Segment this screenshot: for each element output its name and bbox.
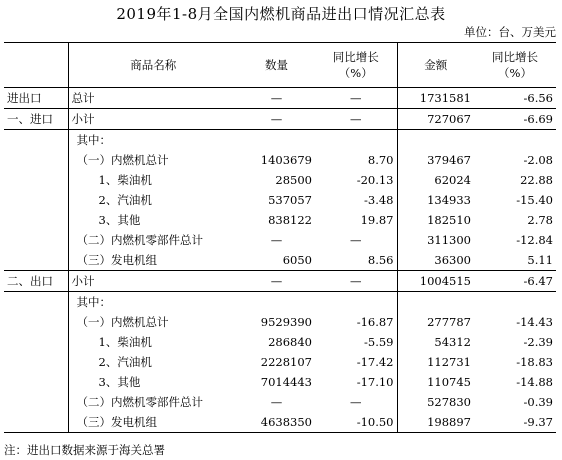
row-name: 小计 xyxy=(68,109,238,130)
row-group: 一、进口 xyxy=(4,109,68,130)
row-amount: 379467 xyxy=(427,153,471,167)
row-amount: 134933 xyxy=(427,193,471,207)
row-name: 其中： xyxy=(76,295,111,309)
page-title: 2019年1-8月全国内燃机商品进出口情况汇总表 xyxy=(116,5,446,23)
row-group xyxy=(4,412,68,433)
header-yoy-qty-label: 同比增长 xyxy=(332,50,379,64)
row-yoy-qty: — xyxy=(315,109,397,130)
row-qty xyxy=(238,130,315,151)
row-qty: 9529390 xyxy=(260,315,312,329)
row-qty: — xyxy=(238,271,315,292)
row-group: 二、出口 xyxy=(4,271,68,292)
row-yoy-amount: -15.40 xyxy=(516,193,553,207)
row-group xyxy=(4,312,68,332)
header-yoy-amount-unit: （%） xyxy=(498,66,532,80)
row-yoy-amount: -6.47 xyxy=(474,271,556,292)
unit-label: 单位：台、万美元 xyxy=(464,25,556,39)
row-amount: 62024 xyxy=(434,173,471,187)
header-yoy-amount xyxy=(474,43,556,88)
table-row xyxy=(4,332,556,352)
row-name: （三）发电机组 xyxy=(68,412,238,433)
row-name: 小计 xyxy=(68,271,238,292)
row-yoy-qty: 8.70 xyxy=(315,150,397,170)
row-yoy-qty: — xyxy=(315,392,397,412)
trade-summary-table xyxy=(4,42,556,433)
row-group xyxy=(4,210,68,230)
table-row xyxy=(4,412,556,433)
row-name: 1、柴油机 xyxy=(98,335,152,349)
row-name: 总计 xyxy=(68,88,238,109)
row-yoy-amount xyxy=(474,292,556,313)
row-name: （一）内燃机总计 xyxy=(76,153,169,167)
row-yoy-amount: 2.78 xyxy=(527,213,553,227)
row-amount: 36300 xyxy=(434,253,471,267)
row-qty: 28500 xyxy=(275,173,312,187)
row-yoy-qty: -10.50 xyxy=(315,412,397,433)
row-qty: 4638350 xyxy=(238,412,315,433)
row-group xyxy=(4,190,68,210)
row-yoy-qty: -16.87 xyxy=(315,312,397,332)
row-yoy-amount: -6.69 xyxy=(474,109,556,130)
row-name: （一）内燃机总计 xyxy=(76,315,169,329)
row-yoy-amount: -12.84 xyxy=(516,233,553,247)
header-yoy-qty-unit: （%） xyxy=(338,66,373,80)
row-yoy-amount: -0.39 xyxy=(523,395,553,409)
row-yoy-qty: -17.42 xyxy=(315,352,397,372)
row-amount: 727067 xyxy=(397,109,474,130)
row-amount: 1731581 xyxy=(397,88,474,109)
row-qty: 286840 xyxy=(268,335,312,349)
row-group xyxy=(4,230,68,250)
row-yoy-qty: 19.87 xyxy=(315,210,397,230)
row-yoy-qty: — xyxy=(315,230,397,250)
row-yoy-amount: -14.88 xyxy=(516,375,553,389)
row-name: 其中： xyxy=(76,133,111,147)
row-amount: 311300 xyxy=(427,233,471,247)
row-yoy-qty xyxy=(315,130,397,151)
table-row xyxy=(4,312,556,332)
row-yoy-qty xyxy=(315,292,397,313)
row-yoy-qty: -5.59 xyxy=(315,332,397,352)
table-row xyxy=(4,271,556,292)
row-qty: — xyxy=(270,233,283,247)
table-row xyxy=(4,130,556,151)
row-qty: 6050 xyxy=(282,253,312,267)
table-row xyxy=(4,372,556,392)
table-row xyxy=(4,230,556,250)
row-group xyxy=(4,392,68,412)
table-header-row xyxy=(4,43,556,88)
row-amount: 277787 xyxy=(427,315,471,329)
row-group xyxy=(4,332,68,352)
row-qty: 2228107 xyxy=(260,355,312,369)
row-name: 2、汽油机 xyxy=(98,355,152,369)
row-qty: 1403679 xyxy=(260,153,312,167)
header-name: 商品名称 xyxy=(68,43,238,88)
header-yoy-amount-label: 同比增长 xyxy=(492,50,538,64)
table-row xyxy=(4,150,556,170)
header-amount: 金额 xyxy=(397,43,474,88)
row-amount: 182510 xyxy=(427,213,471,227)
row-yoy-amount: -18.83 xyxy=(516,355,553,369)
row-group xyxy=(4,352,68,372)
table-row xyxy=(4,392,556,412)
source-note: 注：进出口数据来源于海关总署 xyxy=(4,443,165,457)
row-yoy-qty: — xyxy=(315,88,397,109)
row-amount: 527830 xyxy=(427,395,471,409)
row-amount: 54312 xyxy=(434,335,471,349)
row-group xyxy=(4,292,68,313)
row-yoy-amount: -6.56 xyxy=(474,88,556,109)
row-amount xyxy=(397,292,474,313)
row-qty: — xyxy=(270,395,283,409)
row-name: （二）内燃机零部件总计 xyxy=(76,395,203,409)
table-row xyxy=(4,109,556,130)
row-yoy-amount: -2.08 xyxy=(523,153,553,167)
row-yoy-amount: -2.39 xyxy=(523,335,553,349)
row-amount: 198897 xyxy=(397,412,474,433)
row-group xyxy=(4,250,68,271)
row-name: 2、汽油机 xyxy=(98,193,152,207)
row-name: 3、其他 xyxy=(98,213,141,227)
header-qty: 数量 xyxy=(238,43,315,88)
row-name: （三）发电机组 xyxy=(76,253,157,267)
table-row xyxy=(4,190,556,210)
table-row xyxy=(4,170,556,190)
row-yoy-qty: 8.56 xyxy=(315,250,397,271)
row-yoy-qty: -3.48 xyxy=(315,190,397,210)
row-qty: 838122 xyxy=(268,213,312,227)
header-yoy-qty xyxy=(315,43,397,88)
row-yoy-amount: -9.37 xyxy=(474,412,556,433)
row-group xyxy=(4,150,68,170)
table-row xyxy=(4,292,556,313)
row-amount: 110745 xyxy=(427,375,471,389)
row-yoy-amount: -14.43 xyxy=(516,315,553,329)
row-group xyxy=(4,170,68,190)
row-qty: 7014443 xyxy=(260,375,312,389)
table-row xyxy=(4,210,556,230)
row-name: （二）内燃机零部件总计 xyxy=(76,233,203,247)
row-group xyxy=(4,372,68,392)
row-yoy-qty: -20.13 xyxy=(315,170,397,190)
row-yoy-qty: -17.10 xyxy=(315,372,397,392)
row-amount xyxy=(397,130,474,151)
row-group: 进出口 xyxy=(4,88,68,109)
row-qty: 537057 xyxy=(268,193,312,207)
row-yoy-amount xyxy=(474,130,556,151)
row-group xyxy=(4,130,68,151)
row-name: 1、柴油机 xyxy=(98,173,152,187)
row-yoy-qty: — xyxy=(315,271,397,292)
row-yoy-amount: 22.88 xyxy=(520,173,553,187)
table-row xyxy=(4,250,556,271)
table-row xyxy=(4,352,556,372)
header-group xyxy=(4,43,68,88)
row-amount: 112731 xyxy=(427,355,471,369)
row-qty: — xyxy=(238,109,315,130)
table-row xyxy=(4,88,556,109)
row-qty: — xyxy=(238,88,315,109)
row-amount: 1004515 xyxy=(397,271,474,292)
row-name: 3、其他 xyxy=(98,375,141,389)
row-yoy-amount: 5.11 xyxy=(527,253,553,267)
row-qty xyxy=(238,292,315,313)
